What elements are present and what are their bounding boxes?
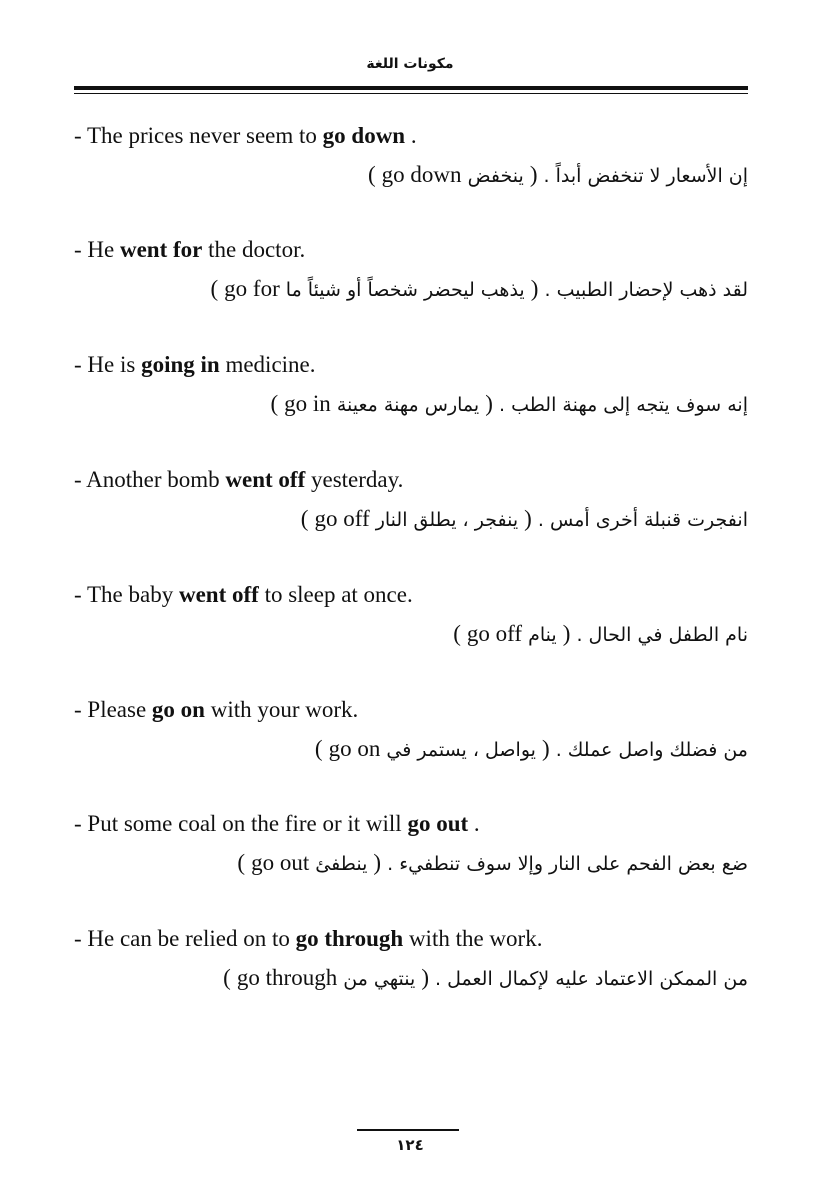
english-sentence: - He is going in medicine.: [74, 352, 316, 377]
phrasal-verb: went off: [178, 582, 259, 607]
arabic-translation: ضع بعض الفحم على النار وإلا سوف تنطفيء . ( ينطفئ go out ): [237, 850, 748, 875]
phrasal-verb: went for: [119, 237, 203, 262]
phrasal-verb: go down: [322, 123, 406, 148]
english-sentence: - The prices never seem to go down .: [74, 123, 417, 148]
arabic-translation: إنه سوف يتجه إلى مهنة الطب . ( يمارس مهنة معينة go in ): [270, 391, 748, 416]
english-sentence: - Please go on with your work.: [74, 697, 359, 722]
arabic-translation: انفجرت قنبلة أخرى أمس . ( ينفجر ، يطلق النار go off ): [300, 506, 748, 531]
phrasal-verb: go on: [151, 697, 205, 722]
phrasal-verb: go out: [407, 811, 469, 836]
english-sentence: - The baby went off to sleep at once.: [74, 582, 413, 607]
english-sentence: - He went for the doctor.: [74, 237, 306, 262]
english-sentence: - He can be relied on to go through with the work.: [74, 926, 543, 951]
footer-rule: [357, 1129, 459, 1131]
header-rule-thin: [74, 93, 748, 94]
phrasal-verb: going in: [141, 352, 220, 377]
english-sentence: - Put some coal on the fire or it will go out .: [74, 811, 480, 836]
arabic-translation: من فضلك واصل عملك . ( يواصل ، يستمر في go on ): [314, 736, 748, 761]
arabic-translation: إن الأسعار لا تنخفض أبداً . ( ينخفض go down ): [367, 162, 748, 187]
english-sentence: - Another bomb went off yesterday.: [74, 467, 404, 492]
page-number: ١٢٤: [396, 1136, 424, 1154]
page-header-title: مكونات اللغة: [366, 56, 454, 72]
phrasal-verb: go through: [295, 926, 404, 951]
header-rule-thick: [74, 86, 748, 90]
phrasal-verb: went off: [225, 467, 306, 492]
arabic-translation: نام الطفل في الحال . ( ينام go off ): [453, 621, 748, 646]
arabic-translation: من الممكن الاعتماد عليه لإكمال العمل . ( ينتهي من go through ): [223, 965, 748, 990]
arabic-translation: لقد ذهب لإحضار الطبيب . ( يذهب ليحضر شخصاً أو شيئاً ما go for ): [210, 276, 748, 301]
